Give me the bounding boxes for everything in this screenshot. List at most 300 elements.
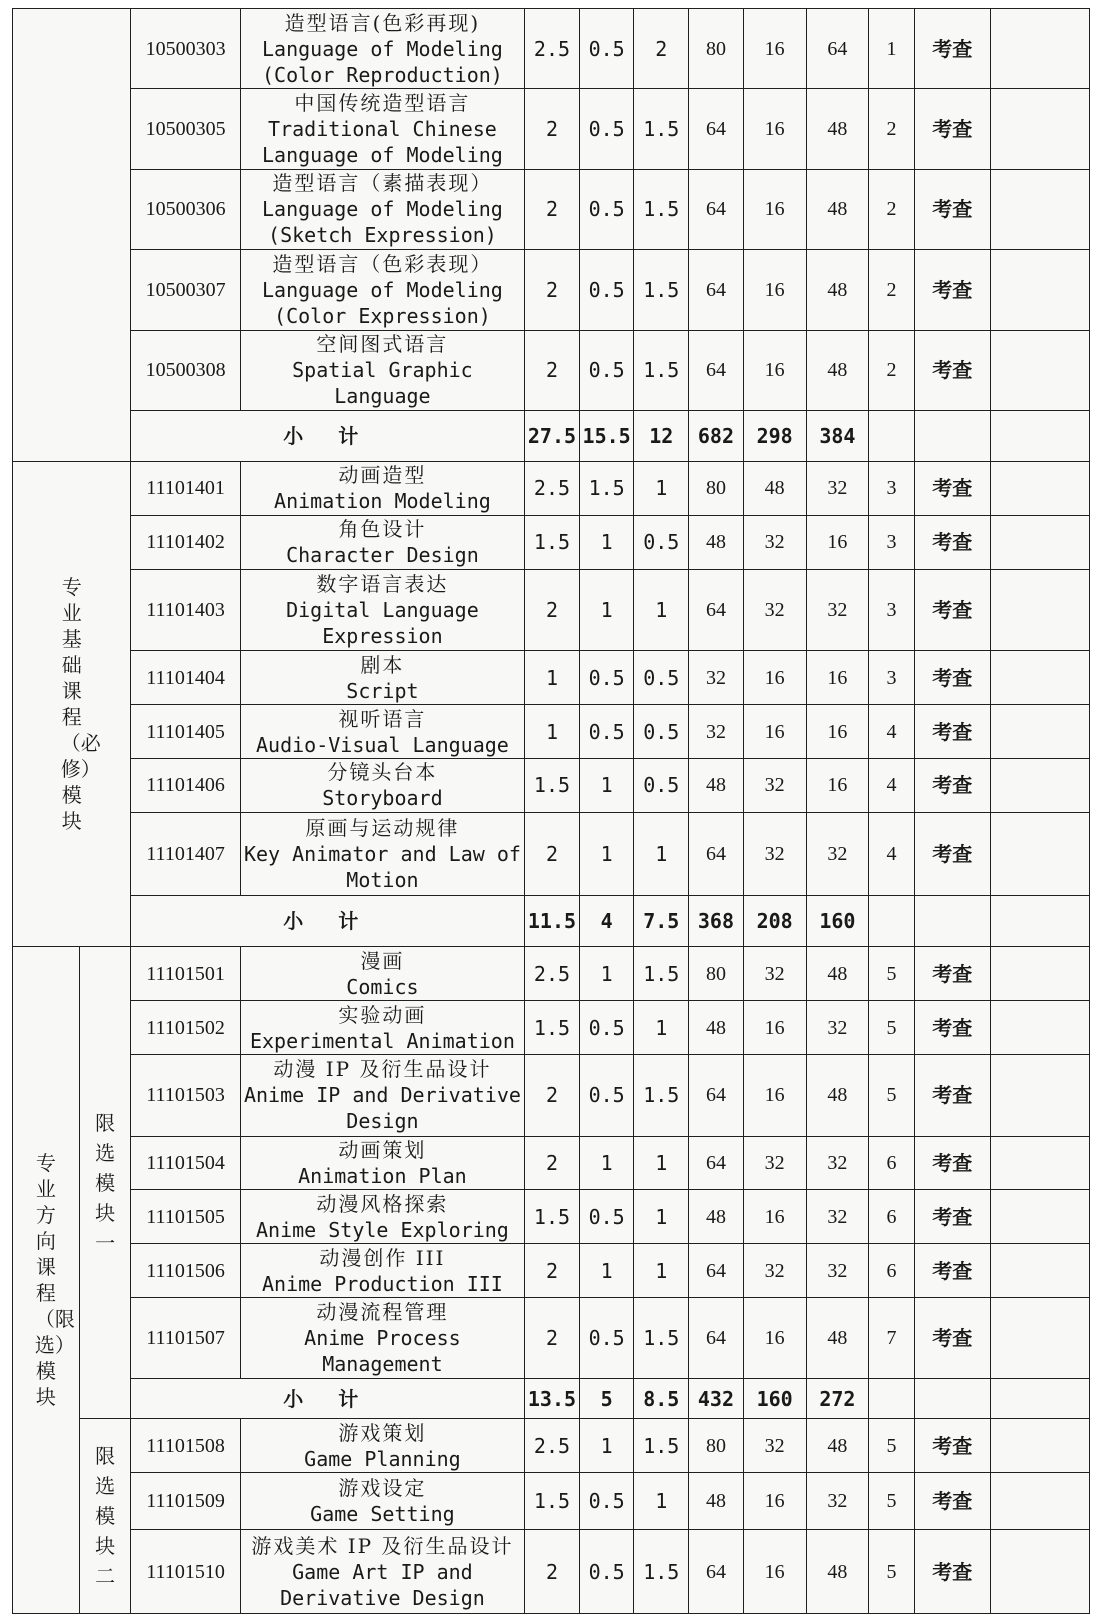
course-theory-credits: 0.5 bbox=[579, 651, 634, 705]
course-name-en: Language of Modeling bbox=[262, 277, 503, 302]
course-code: 11101503 bbox=[131, 1055, 240, 1136]
course-name-en: Character Design bbox=[286, 543, 479, 568]
course-credits: 2 bbox=[525, 1244, 580, 1298]
course-name-en: Spatial Graphic Language bbox=[292, 358, 473, 409]
course-code: 11101404 bbox=[131, 651, 240, 705]
course-name bbox=[240, 812, 524, 895]
course-practice-credits: 1.5 bbox=[634, 1298, 689, 1378]
course-name-en: Script bbox=[346, 678, 419, 703]
course-theory-hours: 32 bbox=[743, 515, 806, 569]
course-theory-credits: 1 bbox=[579, 947, 634, 1001]
course-hours: 80 bbox=[689, 1419, 744, 1473]
course-code: 10500305 bbox=[131, 89, 240, 169]
course-code: 10500307 bbox=[131, 250, 240, 330]
table-row bbox=[13, 1530, 1090, 1614]
course-semester: 1 bbox=[869, 9, 915, 89]
course-code: 11101504 bbox=[131, 1136, 240, 1190]
course-exam-type: 考查 bbox=[914, 461, 990, 515]
table-row bbox=[13, 705, 1090, 759]
course-hours: 48 bbox=[689, 758, 744, 812]
course-practice-credits: 1.5 bbox=[634, 1055, 689, 1136]
course-hours: 64 bbox=[689, 169, 744, 249]
course-theory-credits: 0.5 bbox=[579, 1001, 634, 1055]
subtotal-theory-credits: 4 bbox=[579, 896, 634, 947]
curriculum-sheet bbox=[12, 8, 1090, 1614]
course-name-en: Game Art IP and bbox=[292, 1559, 473, 1584]
course-table-body bbox=[13, 9, 1090, 1614]
course-hours: 64 bbox=[689, 89, 744, 169]
course-theory-hours: 16 bbox=[743, 9, 806, 89]
course-practice-credits: 1.5 bbox=[634, 1419, 689, 1473]
course-name-zh: 游戏设定 bbox=[338, 1476, 427, 1501]
course-credits: 2 bbox=[525, 1298, 580, 1378]
course-practice-hours: 32 bbox=[806, 1473, 869, 1530]
course-practice-credits: 1.5 bbox=[634, 330, 689, 410]
course-remarks bbox=[990, 1419, 1089, 1473]
course-semester: 5 bbox=[869, 1473, 915, 1530]
course-name-zh: 游戏美术 IP 及衍生品设计 bbox=[251, 1533, 514, 1558]
course-exam-type: 考查 bbox=[914, 1298, 990, 1378]
course-name-zh: 角色设计 bbox=[338, 517, 427, 542]
course-hours: 32 bbox=[689, 651, 744, 705]
course-practice-hours: 16 bbox=[806, 758, 869, 812]
course-name-en: Anime Process Management bbox=[304, 1326, 461, 1377]
subtotal-exam bbox=[914, 1378, 990, 1419]
course-exam-type: 考查 bbox=[914, 1244, 990, 1298]
course-code: 11101507 bbox=[131, 1298, 240, 1378]
course-theory-credits: 1 bbox=[579, 569, 634, 650]
course-hours: 64 bbox=[689, 1136, 744, 1190]
table-row bbox=[13, 250, 1090, 330]
course-semester: 2 bbox=[869, 250, 915, 330]
course-credits: 2 bbox=[525, 330, 580, 410]
course-theory-credits: 1 bbox=[579, 1244, 634, 1298]
course-code: 10500308 bbox=[131, 330, 240, 410]
course-name-en: Game Planning bbox=[304, 1446, 461, 1471]
course-semester: 3 bbox=[869, 461, 915, 515]
course-practice-credits: 0.5 bbox=[634, 758, 689, 812]
course-name-zh: 数字语言表达 bbox=[316, 571, 449, 596]
subtotal-theory-credits: 5 bbox=[579, 1378, 634, 1419]
course-name-en: Language of Modeling bbox=[262, 197, 503, 222]
course-name-zh: 动漫 IP 及衍生品设计 bbox=[273, 1057, 492, 1082]
course-theory-credits: 0.5 bbox=[579, 1298, 634, 1378]
course-practice-credits: 2 bbox=[634, 9, 689, 89]
course-name-zh: 实验动画 bbox=[338, 1002, 427, 1027]
course-theory-credits: 1 bbox=[579, 1136, 634, 1190]
course-credits: 2.5 bbox=[525, 9, 580, 89]
course-practice-hours: 48 bbox=[806, 1055, 869, 1136]
table-row bbox=[13, 947, 1090, 1001]
table-row bbox=[13, 330, 1090, 410]
table-row bbox=[13, 1244, 1090, 1298]
course-remarks bbox=[990, 1298, 1089, 1378]
course-exam-type: 考查 bbox=[914, 250, 990, 330]
course-hours: 80 bbox=[689, 9, 744, 89]
course-code: 11101505 bbox=[131, 1190, 240, 1244]
course-credits: 1.5 bbox=[525, 1190, 580, 1244]
table-row bbox=[13, 1473, 1090, 1530]
course-exam-type: 考查 bbox=[914, 1190, 990, 1244]
course-theory-credits: 0.5 bbox=[579, 250, 634, 330]
course-practice-credits: 1 bbox=[634, 1136, 689, 1190]
course-remarks bbox=[990, 1190, 1089, 1244]
course-semester: 7 bbox=[869, 1298, 915, 1378]
course-exam-type: 考查 bbox=[914, 1530, 990, 1614]
course-theory-credits: 0.5 bbox=[579, 1530, 634, 1614]
course-theory-credits: 1 bbox=[579, 812, 634, 895]
course-remarks bbox=[990, 515, 1089, 569]
course-name-en: Anime Style Exploring bbox=[255, 1217, 509, 1242]
course-code: 10500303 bbox=[131, 9, 240, 89]
course-remarks bbox=[990, 330, 1089, 410]
course-name bbox=[240, 89, 524, 169]
course-practice-hours: 16 bbox=[806, 515, 869, 569]
course-hours: 64 bbox=[689, 569, 744, 650]
course-theory-hours: 16 bbox=[743, 250, 806, 330]
course-name-en-cont: Design bbox=[346, 1109, 419, 1134]
subtotal-remarks bbox=[990, 410, 1089, 461]
course-name-en: Audio-Visual Language bbox=[255, 732, 509, 757]
course-name-en: Language of Modeling bbox=[262, 36, 503, 61]
course-semester: 2 bbox=[869, 89, 915, 169]
course-name-zh: 造型语言(色彩再现) bbox=[284, 10, 481, 35]
table-row bbox=[13, 569, 1090, 650]
course-hours: 80 bbox=[689, 947, 744, 1001]
course-name-en: Anime IP and Derivative bbox=[243, 1083, 521, 1108]
course-name-zh: 动漫风格探索 bbox=[316, 1191, 449, 1216]
course-code: 11101405 bbox=[131, 705, 240, 759]
subtotal-practice-hours: 160 bbox=[806, 896, 869, 947]
course-name-en: Key Animator and Law of bbox=[243, 842, 521, 867]
course-code: 11101501 bbox=[131, 947, 240, 1001]
course-name bbox=[240, 1244, 524, 1298]
course-credits: 1.5 bbox=[525, 758, 580, 812]
module-label-continued bbox=[13, 9, 131, 462]
course-theory-hours: 16 bbox=[743, 1055, 806, 1136]
course-theory-hours: 16 bbox=[743, 651, 806, 705]
course-credits: 2.5 bbox=[525, 947, 580, 1001]
course-name-zh: 动画策划 bbox=[338, 1138, 427, 1162]
course-name-zh: 中国传统造型语言 bbox=[294, 91, 471, 116]
course-credits: 2.5 bbox=[525, 1419, 580, 1473]
course-semester: 5 bbox=[869, 1055, 915, 1136]
course-theory-hours: 16 bbox=[743, 169, 806, 249]
module-label-basic bbox=[13, 461, 131, 946]
subtotal-label: 小 计 bbox=[131, 1378, 525, 1419]
course-practice-credits: 1 bbox=[634, 569, 689, 650]
course-remarks bbox=[990, 569, 1089, 650]
course-theory-hours: 32 bbox=[743, 1244, 806, 1298]
course-remarks bbox=[990, 705, 1089, 759]
course-remarks bbox=[990, 1530, 1089, 1614]
course-practice-hours: 48 bbox=[806, 1298, 869, 1378]
course-table bbox=[12, 8, 1090, 1614]
subtotal-practice-hours: 272 bbox=[806, 1378, 869, 1419]
subtotal-row bbox=[13, 1378, 1090, 1419]
course-practice-credits: 0.5 bbox=[634, 651, 689, 705]
course-remarks bbox=[990, 1055, 1089, 1136]
course-exam-type: 考查 bbox=[914, 705, 990, 759]
subtotal-label: 小 计 bbox=[131, 410, 525, 461]
course-name-en: Digital Language bbox=[286, 597, 479, 622]
course-practice-hours: 32 bbox=[806, 1001, 869, 1055]
subtotal-theory-credits: 15.5 bbox=[579, 410, 634, 461]
course-theory-credits: 1 bbox=[579, 1419, 634, 1473]
course-semester: 3 bbox=[869, 569, 915, 650]
module-label-direction-text: 专业方向课程（限选）模块 bbox=[34, 1151, 75, 1410]
course-remarks bbox=[990, 461, 1089, 515]
course-theory-credits: 1 bbox=[579, 758, 634, 812]
subtotal-hours: 682 bbox=[689, 410, 744, 461]
course-theory-hours: 16 bbox=[743, 330, 806, 410]
course-hours: 48 bbox=[689, 1190, 744, 1244]
course-theory-credits: 0.5 bbox=[579, 1055, 634, 1136]
course-name-zh: 造型语言（素描表现） bbox=[272, 171, 493, 196]
course-practice-hours: 48 bbox=[806, 89, 869, 169]
course-name-zh: 分镜头台本 bbox=[327, 760, 438, 785]
course-practice-hours: 48 bbox=[806, 330, 869, 410]
table-row bbox=[13, 758, 1090, 812]
course-semester: 2 bbox=[869, 330, 915, 410]
course-practice-credits: 1.5 bbox=[634, 947, 689, 1001]
course-theory-credits: 0.5 bbox=[579, 89, 634, 169]
course-semester: 3 bbox=[869, 515, 915, 569]
course-name-zh: 剧本 bbox=[360, 652, 405, 677]
course-semester: 4 bbox=[869, 812, 915, 895]
course-practice-credits: 1.5 bbox=[634, 250, 689, 330]
course-theory-credits: 0.5 bbox=[579, 169, 634, 249]
course-semester: 6 bbox=[869, 1190, 915, 1244]
course-credits: 2 bbox=[525, 250, 580, 330]
course-hours: 32 bbox=[689, 705, 744, 759]
subtotal-credits: 11.5 bbox=[525, 896, 580, 947]
table-row bbox=[13, 1001, 1090, 1055]
course-credits: 1 bbox=[525, 651, 580, 705]
subtotal-semester bbox=[869, 896, 915, 947]
subtotal-practice-hours: 384 bbox=[806, 410, 869, 461]
course-credits: 2 bbox=[525, 812, 580, 895]
course-practice-credits: 1 bbox=[634, 461, 689, 515]
subtotal-practice-credits: 7.5 bbox=[634, 896, 689, 947]
subtotal-label: 小 计 bbox=[131, 896, 525, 947]
course-credits: 2.5 bbox=[525, 461, 580, 515]
course-exam-type: 考查 bbox=[914, 9, 990, 89]
module-label-basic-text: 专业基础课程（必修）模块 bbox=[60, 575, 101, 834]
course-theory-hours: 32 bbox=[743, 1419, 806, 1473]
course-credits: 2 bbox=[525, 169, 580, 249]
subtotal-remarks bbox=[990, 1378, 1089, 1419]
table-row bbox=[13, 1419, 1090, 1473]
course-name bbox=[240, 705, 524, 759]
course-name bbox=[240, 9, 524, 89]
course-name-en: Game Setting bbox=[310, 1502, 455, 1527]
course-exam-type: 考查 bbox=[914, 169, 990, 249]
course-remarks bbox=[990, 89, 1089, 169]
course-theory-credits: 1 bbox=[579, 515, 634, 569]
course-name-zh: 原画与运动规律 bbox=[305, 816, 460, 841]
course-practice-credits: 1.5 bbox=[634, 89, 689, 169]
course-name-en-cont: Derivative Design bbox=[280, 1585, 485, 1610]
course-theory-hours: 16 bbox=[743, 1473, 806, 1530]
course-theory-hours: 32 bbox=[743, 1136, 806, 1190]
course-credits: 1 bbox=[525, 705, 580, 759]
course-credits: 1.5 bbox=[525, 1001, 580, 1055]
course-theory-hours: 16 bbox=[743, 1530, 806, 1614]
course-practice-hours: 48 bbox=[806, 1530, 869, 1614]
course-name-zh: 游戏策划 bbox=[338, 1420, 427, 1445]
course-name-en-cont: (Color Expression) bbox=[274, 303, 491, 328]
table-row bbox=[13, 9, 1090, 89]
subtotal-row bbox=[13, 410, 1090, 461]
course-practice-credits: 1.5 bbox=[634, 169, 689, 249]
course-code: 11101510 bbox=[131, 1530, 240, 1614]
subtotal-hours: 368 bbox=[689, 896, 744, 947]
course-code: 11101506 bbox=[131, 1244, 240, 1298]
course-theory-credits: 0.5 bbox=[579, 1473, 634, 1530]
table-row bbox=[13, 515, 1090, 569]
course-exam-type: 考查 bbox=[914, 947, 990, 1001]
course-name bbox=[240, 569, 524, 650]
course-name bbox=[240, 758, 524, 812]
subtotal-exam bbox=[914, 896, 990, 947]
course-remarks bbox=[990, 758, 1089, 812]
course-hours: 64 bbox=[689, 1055, 744, 1136]
course-name-en: Experimental Animation bbox=[249, 1028, 515, 1053]
course-exam-type: 考查 bbox=[914, 1136, 990, 1190]
course-name bbox=[240, 1419, 524, 1473]
course-semester: 6 bbox=[869, 1136, 915, 1190]
course-theory-credits: 0.5 bbox=[579, 705, 634, 759]
course-name-en-cont: (Color Reproduction) bbox=[262, 62, 503, 87]
module-label-direction bbox=[13, 947, 80, 1614]
subtotal-semester bbox=[869, 410, 915, 461]
course-practice-hours: 64 bbox=[806, 9, 869, 89]
course-name bbox=[240, 1001, 524, 1055]
subtotal-theory-hours: 208 bbox=[743, 896, 806, 947]
course-practice-hours: 32 bbox=[806, 569, 869, 650]
course-exam-type: 考查 bbox=[914, 1419, 990, 1473]
course-exam-type: 考查 bbox=[914, 330, 990, 410]
course-theory-credits: 1.5 bbox=[579, 461, 634, 515]
table-row bbox=[13, 461, 1090, 515]
course-exam-type: 考查 bbox=[914, 651, 990, 705]
course-practice-hours: 32 bbox=[806, 1190, 869, 1244]
course-hours: 64 bbox=[689, 812, 744, 895]
course-practice-hours: 48 bbox=[806, 1419, 869, 1473]
course-practice-hours: 32 bbox=[806, 812, 869, 895]
course-hours: 48 bbox=[689, 1001, 744, 1055]
module-label-limited-2 bbox=[79, 1419, 131, 1614]
course-hours: 48 bbox=[689, 1473, 744, 1530]
course-practice-hours: 48 bbox=[806, 250, 869, 330]
table-row bbox=[13, 812, 1090, 895]
course-name-zh: 漫画 bbox=[360, 948, 405, 973]
course-name bbox=[240, 1136, 524, 1190]
course-code: 11101402 bbox=[131, 515, 240, 569]
course-practice-credits: 1.5 bbox=[634, 1530, 689, 1614]
course-name bbox=[240, 1190, 524, 1244]
course-practice-hours: 32 bbox=[806, 1244, 869, 1298]
table-row bbox=[13, 89, 1090, 169]
course-exam-type: 考查 bbox=[914, 1473, 990, 1530]
module-label-limited-2-text: 限选模块二 bbox=[95, 1444, 116, 1589]
course-credits: 1.5 bbox=[525, 515, 580, 569]
course-theory-credits: 0.5 bbox=[579, 1190, 634, 1244]
course-hours: 48 bbox=[689, 515, 744, 569]
course-practice-hours: 48 bbox=[806, 169, 869, 249]
course-theory-hours: 16 bbox=[743, 89, 806, 169]
course-name-en-cont: (Sketch Expression) bbox=[268, 223, 497, 248]
course-theory-hours: 32 bbox=[743, 947, 806, 1001]
course-name bbox=[240, 250, 524, 330]
course-credits: 2 bbox=[525, 1055, 580, 1136]
course-theory-hours: 48 bbox=[743, 461, 806, 515]
course-remarks bbox=[990, 812, 1089, 895]
course-remarks bbox=[990, 1244, 1089, 1298]
course-credits: 1.5 bbox=[525, 1473, 580, 1530]
subtotal-credits: 13.5 bbox=[525, 1378, 580, 1419]
course-practice-credits: 1 bbox=[634, 1244, 689, 1298]
course-name-en-cont: Expression bbox=[322, 623, 443, 648]
subtotal-row bbox=[13, 896, 1090, 947]
course-credits: 2 bbox=[525, 569, 580, 650]
course-practice-credits: 1 bbox=[634, 1473, 689, 1530]
course-name-en: Storyboard bbox=[322, 786, 443, 811]
course-theory-hours: 16 bbox=[743, 1298, 806, 1378]
course-name bbox=[240, 515, 524, 569]
course-exam-type: 考查 bbox=[914, 812, 990, 895]
course-name bbox=[240, 1530, 524, 1614]
course-practice-credits: 0.5 bbox=[634, 705, 689, 759]
table-row bbox=[13, 651, 1090, 705]
course-code: 11101509 bbox=[131, 1473, 240, 1530]
course-theory-hours: 16 bbox=[743, 1001, 806, 1055]
course-exam-type: 考查 bbox=[914, 1055, 990, 1136]
course-name bbox=[240, 1473, 524, 1530]
course-name-en: Animation Plan bbox=[298, 1164, 467, 1188]
subtotal-exam bbox=[914, 410, 990, 461]
course-name-zh: 动漫创作 III bbox=[319, 1245, 446, 1270]
course-hours: 64 bbox=[689, 1244, 744, 1298]
course-name-en-cont: Motion bbox=[346, 868, 419, 893]
course-name bbox=[240, 1298, 524, 1378]
course-remarks bbox=[990, 250, 1089, 330]
course-hours: 64 bbox=[689, 250, 744, 330]
course-semester: 6 bbox=[869, 1244, 915, 1298]
course-theory-hours: 32 bbox=[743, 758, 806, 812]
course-name-en: Comics bbox=[346, 974, 419, 999]
course-name-en: Traditional Chinese bbox=[268, 117, 497, 142]
course-theory-hours: 32 bbox=[743, 812, 806, 895]
course-code: 10500306 bbox=[131, 169, 240, 249]
course-semester: 4 bbox=[869, 758, 915, 812]
course-practice-hours: 48 bbox=[806, 947, 869, 1001]
course-semester: 3 bbox=[869, 651, 915, 705]
course-exam-type: 考查 bbox=[914, 1001, 990, 1055]
course-semester: 5 bbox=[869, 1001, 915, 1055]
course-theory-hours: 16 bbox=[743, 1190, 806, 1244]
table-row bbox=[13, 1055, 1090, 1136]
course-remarks bbox=[990, 1136, 1089, 1190]
course-name-en: Animation Modeling bbox=[274, 489, 491, 514]
table-row bbox=[13, 1190, 1090, 1244]
course-name bbox=[240, 169, 524, 249]
course-name bbox=[240, 461, 524, 515]
course-theory-hours: 32 bbox=[743, 569, 806, 650]
course-name-zh: 动漫流程管理 bbox=[316, 1300, 449, 1325]
course-remarks bbox=[990, 169, 1089, 249]
